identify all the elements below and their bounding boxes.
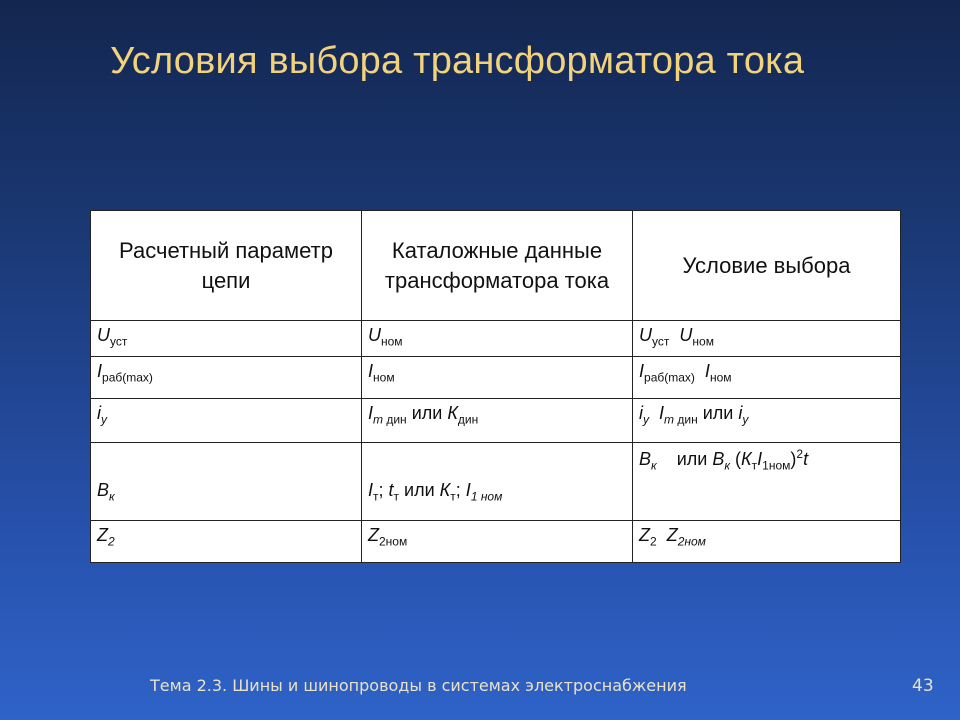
cell-param: $В_к$ [91, 443, 362, 521]
cell-param: $Z_2$ [91, 521, 362, 563]
cell-condition: $I_{раб(max)}$ $I_{ном}$ [633, 357, 901, 399]
table-header-row [91, 211, 901, 321]
header-selection-condition: Условие выбора [633, 211, 901, 321]
table-row [91, 443, 901, 521]
slide-title: Условия выбора трансформатора тока [110, 40, 805, 82]
cell-condition: $U_{уст}$ $U_{ном}$ [633, 321, 901, 357]
cell-catalog: $Z_{2ном}$ [362, 521, 633, 563]
header-design-parameter: Расчетный параметр цепи [91, 211, 362, 321]
page-number: 43 [912, 676, 934, 696]
cell-catalog: $I_т$; $t_т$ или $К_т$; $I_{1 ном}$ [362, 443, 633, 521]
cell-param: $i_у$ [91, 399, 362, 443]
selection-conditions-table [90, 210, 901, 563]
header-catalog-data: Каталожные данные трансформатора тока [362, 211, 633, 321]
table-row [91, 399, 901, 443]
cell-catalog: $U_{ном}$ [362, 321, 633, 357]
table-row [91, 521, 901, 563]
cell-catalog: $I_{ном}$ [362, 357, 633, 399]
cell-condition: $Z_2$ $Z_{2ном}$ [633, 521, 901, 563]
table-row [91, 321, 901, 357]
cell-condition: $i_у$ $I_{m дин}$ или $i_у$ [633, 399, 901, 443]
slide-footer: Тема 2.3. Шины и шинопроводы в системах электроснабжения [150, 676, 687, 695]
cell-condition: $В_к$ или $В_к$ $(К_тI_{1ном})^2t$ [633, 443, 901, 521]
cell-param: $U_{уст}$ [91, 321, 362, 357]
table-row [91, 357, 901, 399]
cell-param: $I_{раб(max)}$ [91, 357, 362, 399]
cell-catalog: $I_{m дин}$ или $К_{дин}$ [362, 399, 633, 443]
